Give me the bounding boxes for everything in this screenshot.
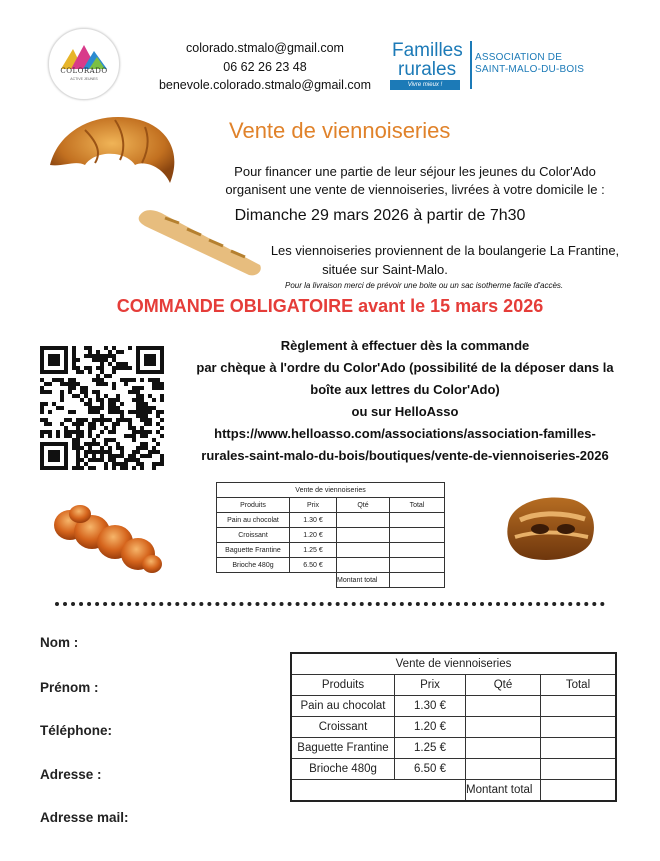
grand-total-cell[interactable] — [390, 573, 445, 588]
product-name: Baguette Frantine — [291, 738, 395, 759]
table-row — [217, 558, 445, 573]
intro-line2: organisent une vente de viennoiseries, livrées à votre domicile le : — [225, 182, 605, 197]
header-prix: Prix — [290, 498, 337, 513]
qty-cell[interactable] — [337, 543, 390, 558]
table-row — [217, 528, 445, 543]
product-name: Croissant — [217, 528, 290, 543]
qr-code-icon[interactable] — [40, 346, 164, 470]
delivery-note: Pour la livraison merci de prévoir une boite ou un sac isotherme facile d'accès. — [285, 281, 564, 290]
product-price: 1.30 € — [290, 513, 337, 528]
product-price: 1.30 € — [395, 696, 466, 717]
fr-word-rurales: rurales — [398, 59, 457, 80]
association-line2: SAINT-MALO-DU-BOIS — [475, 64, 585, 75]
payment-line4: ou sur HelloAsso — [351, 404, 459, 419]
label-nom: Nom : — [40, 635, 79, 650]
bakery-line1: Les viennoiseries proviennent de la boulangerie La Frantine, — [270, 243, 620, 258]
product-name: Baguette Frantine — [217, 543, 290, 558]
contact-email[interactable]: colorado.stmalo@gmail.com — [186, 41, 344, 55]
product-price: 1.25 € — [290, 543, 337, 558]
table-row — [217, 513, 445, 528]
bakery-line2: située sur Saint-Malo. — [322, 262, 448, 277]
label-email: Adresse mail: — [40, 810, 129, 825]
payment-line1: Règlement à effectuer dès la commande — [280, 338, 530, 353]
header-prix: Prix — [395, 675, 466, 696]
contact-phone: 06 62 26 23 48 — [223, 60, 307, 74]
header-produits: Produits — [291, 675, 395, 696]
header-qte: Qté — [466, 675, 541, 696]
total-cell[interactable] — [390, 558, 445, 573]
qty-cell[interactable] — [466, 759, 541, 780]
payment-info — [170, 335, 640, 467]
page-title: Vente de viennoiseries — [229, 118, 451, 143]
helloasso-link-line1[interactable]: https://www.helloasso.com/associations/association-familles- — [214, 426, 596, 441]
association-line1: ASSOCIATION DE — [475, 52, 563, 63]
total-cell[interactable] — [541, 717, 617, 738]
label-telephone: Téléphone: — [40, 723, 113, 738]
total-label: Montant total — [337, 573, 390, 588]
header-qte: Qté — [337, 498, 390, 513]
order-table-form — [290, 652, 617, 802]
delivery-date: Dimanche 29 mars 2026 à partir de 7h30 — [234, 207, 526, 224]
label-adresse: Adresse : — [40, 767, 102, 782]
total-label: Montant total — [466, 780, 541, 802]
cut-line — [55, 602, 605, 606]
total-cell[interactable] — [390, 513, 445, 528]
familles-rurales-logo — [390, 36, 480, 96]
pain-au-chocolat-icon — [500, 485, 600, 570]
qty-cell[interactable] — [466, 717, 541, 738]
total-cell[interactable] — [541, 738, 617, 759]
intro-line1: Pour financer une partie de leur séjour les jeunes du Color'Ado — [234, 164, 596, 179]
product-name: Pain au chocolat — [291, 696, 395, 717]
header-produits: Produits — [217, 498, 290, 513]
fr-tagline: Vivre mieux ! — [390, 80, 460, 90]
qty-cell[interactable] — [337, 558, 390, 573]
logo-tagline: ACTIVE JEUNES — [70, 77, 98, 81]
product-price: 6.50 € — [290, 558, 337, 573]
product-price: 6.50 € — [395, 759, 466, 780]
total-cell[interactable] — [541, 696, 617, 717]
table-row — [291, 696, 616, 717]
product-name: Pain au chocolat — [217, 513, 290, 528]
product-price: 1.20 € — [290, 528, 337, 543]
payment-line3: boîte aux lettres du Color'Ado) — [310, 382, 500, 397]
fr-word-familles: Familles — [392, 40, 463, 61]
total-cell[interactable] — [390, 528, 445, 543]
product-name: Croissant — [291, 717, 395, 738]
total-cell[interactable] — [390, 543, 445, 558]
helloasso-link-line2[interactable]: rurales-saint-malo-du-bois/boutiques/vente-de-viennoiseries-2026 — [201, 448, 609, 463]
brioche-icon — [50, 500, 165, 580]
association-name — [475, 52, 584, 76]
label-prenom: Prénom : — [40, 680, 99, 695]
product-price: 1.25 € — [395, 738, 466, 759]
payment-line2: par chèque à l'ordre du Color'Ado (possibilité de la déposer dans la — [196, 360, 614, 375]
coloraldo-logo — [48, 28, 120, 100]
contact-email-benevole[interactable]: benevole.colorado.stmalo@gmail.com — [158, 78, 372, 92]
product-price: 1.20 € — [395, 717, 466, 738]
product-name: Brioche 480g — [291, 759, 395, 780]
table-row — [291, 717, 616, 738]
header-total: Total — [541, 675, 617, 696]
order-deadline: COMMANDE OBLIGATOIRE avant le 15 mars 2026 — [116, 296, 544, 316]
qty-cell[interactable] — [466, 738, 541, 759]
fr-divider — [470, 41, 472, 89]
qty-cell[interactable] — [337, 513, 390, 528]
table-row — [291, 738, 616, 759]
logo-brand: COLORADO — [60, 67, 108, 75]
order-table-small — [216, 482, 445, 588]
table-title: Vente de viennoiseries — [291, 653, 616, 675]
header-total: Total — [390, 498, 445, 513]
qty-cell[interactable] — [466, 696, 541, 717]
table-row — [217, 543, 445, 558]
table-title: Vente de viennoiseries — [217, 483, 445, 498]
grand-total-cell[interactable] — [541, 780, 617, 802]
qty-cell[interactable] — [337, 528, 390, 543]
total-cell[interactable] — [541, 759, 617, 780]
croissant-icon — [45, 105, 185, 200]
product-name: Brioche 480g — [217, 558, 290, 573]
table-row — [291, 759, 616, 780]
